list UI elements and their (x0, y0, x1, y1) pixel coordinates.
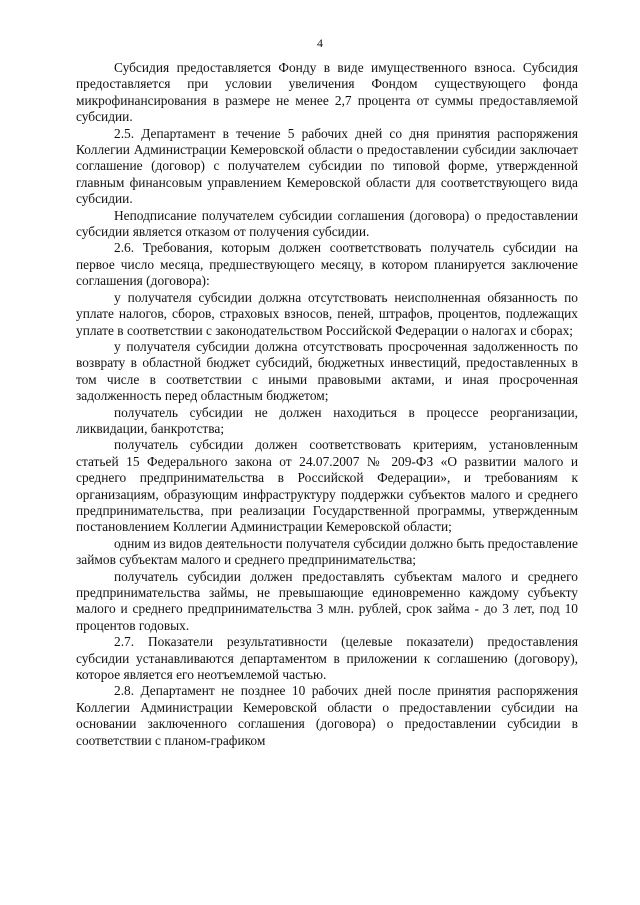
paragraph-non-signing: Неподписание получателем субсидии соглашения (договора) о предоставлении субсидии является отказом от получения субсидии. (76, 207, 578, 240)
document-body (76, 60, 578, 749)
paragraph-2-8-payment: 2.8. Департамент не позднее 10 рабочих дней после принятия распоряжения Коллегии Администрации Кемеровской области о предоставлении субсидии на основании заключенного соглашения (договора) о предоставлении субсидии в соответствии с планом-графиком (76, 683, 578, 748)
list-item-criteria: получатель субсидии должен соответствовать критериям, установленным статьей 15 Федерального закона от 24.07.2007 № 209-ФЗ «О развитии малого и среднего предпринимательства в Российской Федерации», и требованиям к организациям, образующим инфраструктуру поддержки субъектов малого и среднего предпринимательства, при реализации Государственной программы, утвержденным постановлением Коллегии Администрации Кемеровской области; (76, 437, 578, 535)
list-item-loan-terms: получатель субсидии должен предоставлять субъектам малого и среднего предпринимательства займы, не превышающие единовременно каждому субъекту малого и среднего предпринимательства 3 млн. рублей, срок займа - до 3 лет, под 10 процентов годовых. (76, 568, 578, 633)
paragraph-2-6-requirements: 2.6. Требования, которым должен соответствовать получатель субсидии на первое число месяца, предшествующего месяцу, в котором планируется заключение соглашения (договора): (76, 240, 578, 289)
paragraph-2-5-agreement: 2.5. Департамент в течение 5 рабочих дней со дня принятия распоряжения Коллегии Администрации Кемеровской области о предоставлении субсидии заключает соглашение (договор) с получателем субсидии по типовой форме, утвержденной главным финансовым управлением Кемеровской области для соответствующего вида субсидии. (76, 125, 578, 207)
list-item-no-budget-debt: у получателя субсидии должна отсутствовать просроченная задолженность по возврату в областной бюджет субсидий, бюджетных инвестиций, предоставленных в том числе в соответствии с иными правовыми актами, и иная просроченная задолженность перед областным бюджетом; (76, 338, 578, 404)
paragraph-2-7-indicators: 2.7. Показатели результативности (целевые показатели) предоставления субсидии устанавливаются департаментом в приложении к соглашению (договору), которое является его неотъемлемой частью. (76, 634, 578, 683)
list-item-no-reorganization: получатель субсидии не должен находиться в процессе реорганизации, ликвидации, банкротства; (76, 404, 578, 436)
paragraph-subsidy-contribution: Субсидия предоставляется Фонду в виде имущественного взноса. Субсидия предоставляется при условии увеличения Фондом существующего фонда микрофинансирования в размере не менее 2,7 процента от суммы предоставляемой субсидии. (76, 60, 578, 125)
list-item-no-tax-debt: у получателя субсидии должна отсутствовать неисполненная обязанность по уплате налогов, сборов, страховых взносов, пеней, штрафов, процентов, подлежащих уплате в соответствии с законодательством Российской Федерации о налогах и сборах; (76, 289, 578, 338)
page-number: 4 (317, 36, 323, 50)
list-item-loan-activity: одним из видов деятельности получателя субсидии должно быть предоставление займов субъектам малого и среднего предпринимательства; (76, 535, 578, 568)
